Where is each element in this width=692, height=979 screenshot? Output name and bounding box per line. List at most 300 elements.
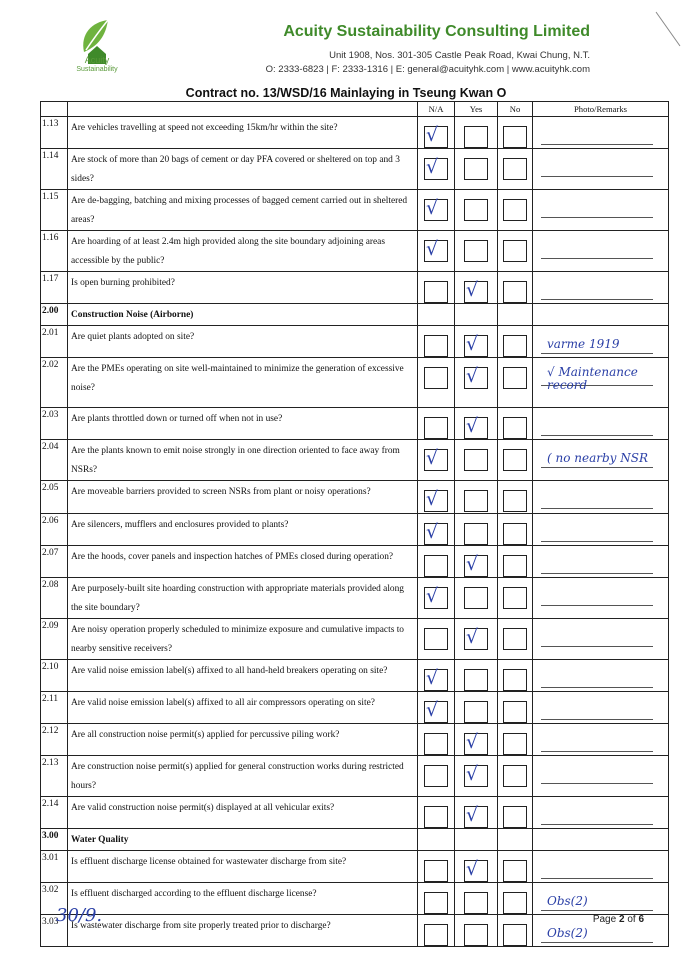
cell-na <box>418 915 455 947</box>
remarks-line <box>541 353 653 354</box>
cell-na <box>418 326 455 358</box>
checkbox-no[interactable] <box>503 733 527 755</box>
cell-na <box>418 304 455 326</box>
checkbox-na[interactable] <box>424 449 448 471</box>
checkbox-yes[interactable] <box>464 417 488 439</box>
remarks-cell <box>533 358 669 408</box>
cell-na <box>418 190 455 231</box>
company-name: Acuity Sustainability Consulting Limited <box>283 23 590 40</box>
cell-no <box>498 915 533 947</box>
checkbox-no[interactable] <box>503 701 527 723</box>
cell-yes <box>455 117 498 149</box>
check-mark-icon: √ <box>466 415 479 437</box>
table-row <box>41 514 669 546</box>
remarks-cell <box>533 231 669 272</box>
remarks-line <box>541 217 653 218</box>
question-text: Is effluent discharge license obtained for wastewater discharge from site? <box>68 851 418 883</box>
remarks-cell <box>533 408 669 440</box>
checkbox-yes[interactable] <box>464 733 488 755</box>
cell-yes <box>455 756 498 797</box>
remarks-cell <box>533 829 669 851</box>
table-row <box>41 756 669 797</box>
question-text: Are stock of more than 20 bags of cement or day PFA covered or sheltered on top and 3 sides? <box>68 149 418 190</box>
cell-na <box>418 117 455 149</box>
checkbox-yes[interactable] <box>464 892 488 914</box>
checkbox-yes[interactable] <box>464 765 488 787</box>
checkbox-no[interactable] <box>503 240 527 262</box>
table-row <box>41 692 669 724</box>
remarks-line <box>541 824 653 825</box>
cell-yes <box>455 408 498 440</box>
remarks-cell <box>533 578 669 619</box>
checkbox-na[interactable] <box>424 240 448 262</box>
checkbox-yes[interactable] <box>464 126 488 148</box>
question-text: Are all construction noise permit(s) applied for percussive piling work? <box>68 724 418 756</box>
checkbox-no[interactable] <box>503 806 527 828</box>
cell-no <box>498 117 533 149</box>
cell-yes <box>455 149 498 190</box>
remarks-line <box>541 435 653 436</box>
question-text: Are construction noise permit(s) applied for general construction works during restricted hours? <box>68 756 418 797</box>
table-row <box>41 190 669 231</box>
cell-na <box>418 797 455 829</box>
checkbox-na[interactable] <box>424 335 448 357</box>
item-number: 3.00 <box>41 829 68 851</box>
item-number: 3.03 <box>41 915 68 947</box>
header-remarks: Photo/Remarks <box>533 102 669 117</box>
item-number: 3.01 <box>41 851 68 883</box>
cell-no <box>498 660 533 692</box>
checkbox-yes[interactable] <box>464 240 488 262</box>
cell-no <box>498 408 533 440</box>
cell-no <box>498 190 533 231</box>
question-text: Are hoarding of at least 2.4m high provided along the site boundary adjoining areas accessible by the public? <box>68 231 418 272</box>
section-title: Water Quality <box>68 829 418 851</box>
cell-no <box>498 797 533 829</box>
check-mark-icon: √ <box>466 553 479 575</box>
check-mark-icon: √ <box>426 238 439 260</box>
table-row <box>41 440 669 481</box>
question-text: Are quiet plants adopted on site? <box>68 326 418 358</box>
checkbox-no[interactable] <box>503 367 527 389</box>
cell-na <box>418 692 455 724</box>
cell-yes <box>455 440 498 481</box>
checkbox-yes[interactable] <box>464 490 488 512</box>
item-number: 2.13 <box>41 756 68 797</box>
question-text: Are noisy operation properly scheduled to minimize exposure and cumulative impacts to nearby sensitive receivers? <box>68 619 418 660</box>
checkbox-no[interactable] <box>503 860 527 882</box>
question-text: Are the PMEs operating on site well-maintained to minimize the generation of excessive noise? <box>68 358 418 408</box>
checkbox-yes[interactable] <box>464 924 488 946</box>
handwritten-remark: Obs(2) <box>547 926 588 940</box>
check-mark-icon: √ <box>426 521 439 543</box>
checkbox-na[interactable] <box>424 587 448 609</box>
remarks-cell <box>533 514 669 546</box>
section-row <box>41 829 669 851</box>
remarks-line <box>541 910 653 911</box>
item-number: 2.02 <box>41 358 68 408</box>
check-mark-icon: √ <box>426 667 439 689</box>
table-row <box>41 883 669 915</box>
table-row <box>41 578 669 619</box>
table-row <box>41 272 669 304</box>
checkbox-yes[interactable] <box>464 367 488 389</box>
remarks-line <box>541 783 653 784</box>
table-row <box>41 660 669 692</box>
check-mark-icon: √ <box>426 156 439 178</box>
checkbox-yes[interactable] <box>464 555 488 577</box>
company-contact: O: 2333-6823 | F: 2333-1316 | E: general@acuityhk.com | www.acuityhk.com <box>265 64 590 75</box>
company-address: Unit 1908, Nos. 301-305 Castle Peak Road, Kwai Chung, N.T. <box>329 50 590 61</box>
cell-na <box>418 149 455 190</box>
remarks-line <box>541 541 653 542</box>
cell-yes <box>455 660 498 692</box>
cell-yes <box>455 514 498 546</box>
item-number: 2.12 <box>41 724 68 756</box>
cell-na <box>418 546 455 578</box>
checkbox-na[interactable] <box>424 806 448 828</box>
remarks-line <box>541 646 653 647</box>
cell-no <box>498 304 533 326</box>
item-number: 1.16 <box>41 231 68 272</box>
question-text: Is open burning prohibited? <box>68 272 418 304</box>
header-no: No <box>498 102 533 117</box>
item-number: 2.14 <box>41 797 68 829</box>
cell-no <box>498 578 533 619</box>
check-mark-icon: √ <box>466 731 479 753</box>
page-total: 6 <box>638 914 644 925</box>
checkbox-yes[interactable] <box>464 449 488 471</box>
cell-no <box>498 440 533 481</box>
table-header-row <box>41 102 669 117</box>
cell-no <box>498 272 533 304</box>
question-text: Are vehicles travelling at speed not exceeding 15km/hr within the site? <box>68 117 418 149</box>
table-row <box>41 619 669 660</box>
handwritten-remark: ( no nearby NSR <box>547 451 649 465</box>
checkbox-na[interactable] <box>424 490 448 512</box>
section-title: Construction Noise (Airborne) <box>68 304 418 326</box>
cell-no <box>498 692 533 724</box>
table-row <box>41 481 669 514</box>
checkbox-na[interactable] <box>424 765 448 787</box>
check-mark-icon: √ <box>426 699 439 721</box>
item-number: 2.01 <box>41 326 68 358</box>
remarks-line <box>541 573 653 574</box>
remarks-line <box>541 605 653 606</box>
cell-yes <box>455 546 498 578</box>
remarks-line <box>541 878 653 879</box>
checkbox-no[interactable] <box>503 765 527 787</box>
table-row <box>41 326 669 358</box>
handwritten-remark: varme 1919 <box>547 337 620 351</box>
check-mark-icon: √ <box>466 858 479 880</box>
cell-yes <box>455 915 498 947</box>
checkbox-na[interactable] <box>424 281 448 303</box>
question-text: Are valid noise emission label(s) affixed to all air compressors operating on site? <box>68 692 418 724</box>
header-na: N/A <box>418 102 455 117</box>
cell-yes <box>455 481 498 514</box>
checkbox-na[interactable] <box>424 669 448 691</box>
question-text: Are moveable barriers provided to screen NSRs from plant or noisy operations? <box>68 481 418 514</box>
cell-no <box>498 514 533 546</box>
checkbox-na[interactable] <box>424 628 448 650</box>
checkbox-no[interactable] <box>503 523 527 545</box>
remarks-cell <box>533 692 669 724</box>
checkbox-no[interactable] <box>503 587 527 609</box>
table-row <box>41 546 669 578</box>
checkbox-na[interactable] <box>424 733 448 755</box>
table-row <box>41 149 669 190</box>
logo-text <box>62 55 132 75</box>
checkbox-na[interactable] <box>424 892 448 914</box>
remarks-line <box>541 144 653 145</box>
checkbox-no[interactable] <box>503 628 527 650</box>
checkbox-no[interactable] <box>503 417 527 439</box>
item-number: 2.07 <box>41 546 68 578</box>
item-number: 2.09 <box>41 619 68 660</box>
checkbox-no[interactable] <box>503 669 527 691</box>
cell-na <box>418 231 455 272</box>
cell-na <box>418 660 455 692</box>
item-number: 2.08 <box>41 578 68 619</box>
cell-no <box>498 619 533 660</box>
checkbox-yes[interactable] <box>464 628 488 650</box>
cell-no <box>498 851 533 883</box>
table-row <box>41 117 669 149</box>
check-mark-icon: √ <box>426 447 439 469</box>
remarks-cell <box>533 272 669 304</box>
remarks-line <box>541 467 653 468</box>
check-mark-icon: √ <box>466 626 479 648</box>
header-question <box>68 102 418 117</box>
remarks-line <box>541 299 653 300</box>
cell-yes <box>455 619 498 660</box>
cell-yes <box>455 797 498 829</box>
checkbox-na[interactable] <box>424 158 448 180</box>
checkbox-yes[interactable] <box>464 199 488 221</box>
check-mark-icon: √ <box>466 279 479 301</box>
checkbox-no[interactable] <box>503 555 527 577</box>
checkbox-yes[interactable] <box>464 523 488 545</box>
remarks-cell <box>533 883 669 915</box>
cell-yes <box>455 231 498 272</box>
remarks-cell <box>533 440 669 481</box>
cell-na <box>418 851 455 883</box>
cell-no <box>498 546 533 578</box>
item-number: 2.00 <box>41 304 68 326</box>
checkbox-yes[interactable] <box>464 281 488 303</box>
question-text: Are plants throttled down or turned off when not in use? <box>68 408 418 440</box>
checkbox-na[interactable] <box>424 860 448 882</box>
table-row <box>41 797 669 829</box>
item-number: 2.10 <box>41 660 68 692</box>
check-mark-icon: √ <box>466 763 479 785</box>
checkbox-yes[interactable] <box>464 158 488 180</box>
question-text: Are purposely-built site hoarding construction with appropriate materials provided along the site boundary? <box>68 578 418 619</box>
header-number <box>41 102 68 117</box>
cell-na <box>418 756 455 797</box>
remarks-cell <box>533 326 669 358</box>
remarks-cell <box>533 304 669 326</box>
page-number <box>593 914 644 925</box>
remarks-line <box>541 719 653 720</box>
cell-yes <box>455 358 498 408</box>
cell-yes <box>455 724 498 756</box>
cell-na <box>418 619 455 660</box>
logo-sub: Sustainability <box>76 66 118 73</box>
page-label: Page <box>592 914 617 925</box>
question-text: Is effluent discharged according to the effluent discharge license? <box>68 883 418 915</box>
checkbox-no[interactable] <box>503 199 527 221</box>
item-number: 2.05 <box>41 481 68 514</box>
checkbox-na[interactable] <box>424 523 448 545</box>
checkbox-no[interactable] <box>503 924 527 946</box>
checkbox-yes[interactable] <box>464 587 488 609</box>
checkbox-no[interactable] <box>503 126 527 148</box>
check-mark-icon: √ <box>426 488 439 510</box>
item-number: 1.13 <box>41 117 68 149</box>
cell-na <box>418 883 455 915</box>
checkbox-yes[interactable] <box>464 860 488 882</box>
remarks-cell <box>533 756 669 797</box>
item-number: 2.06 <box>41 514 68 546</box>
cell-yes <box>455 272 498 304</box>
checkbox-yes[interactable] <box>464 701 488 723</box>
item-number: 2.04 <box>41 440 68 481</box>
page-num: 2 <box>618 914 625 925</box>
checkbox-na[interactable] <box>424 199 448 221</box>
cell-no <box>498 231 533 272</box>
cell-yes <box>455 883 498 915</box>
remarks-line <box>541 942 653 943</box>
item-number: 1.17 <box>41 272 68 304</box>
remarks-cell <box>533 797 669 829</box>
cell-yes <box>455 578 498 619</box>
cell-no <box>498 481 533 514</box>
checkbox-na[interactable] <box>424 367 448 389</box>
cell-yes <box>455 851 498 883</box>
remarks-line <box>541 258 653 259</box>
remarks-line <box>541 176 653 177</box>
handwritten-remark: √ Maintenance record <box>547 365 638 392</box>
handwritten-date: 30/9. <box>56 905 103 926</box>
checkbox-no[interactable] <box>503 281 527 303</box>
cell-no <box>498 358 533 408</box>
remarks-cell <box>533 851 669 883</box>
checkbox-na[interactable] <box>424 126 448 148</box>
remarks-cell <box>533 660 669 692</box>
table-row <box>41 724 669 756</box>
cell-no <box>498 756 533 797</box>
checkbox-na[interactable] <box>424 417 448 439</box>
remarks-line <box>541 751 653 752</box>
cell-na <box>418 481 455 514</box>
checkbox-na[interactable] <box>424 701 448 723</box>
check-mark-icon: √ <box>466 804 479 826</box>
page-of: of <box>627 914 636 925</box>
remarks-cell <box>533 546 669 578</box>
checkbox-na[interactable] <box>424 555 448 577</box>
table-row <box>41 231 669 272</box>
item-number: 2.03 <box>41 408 68 440</box>
checkbox-no[interactable] <box>503 490 527 512</box>
cell-yes <box>455 190 498 231</box>
item-number: 2.11 <box>41 692 68 724</box>
table-row <box>41 358 669 408</box>
cell-yes <box>455 326 498 358</box>
question-text: Are de-bagging, batching and mixing processes of bagged cement carried out in sheltered areas? <box>68 190 418 231</box>
section-row <box>41 304 669 326</box>
remarks-cell <box>533 724 669 756</box>
cell-yes <box>455 692 498 724</box>
remarks-cell <box>533 190 669 231</box>
check-mark-icon: √ <box>426 124 439 146</box>
cell-na <box>418 358 455 408</box>
cell-na <box>418 829 455 851</box>
checkbox-no[interactable] <box>503 158 527 180</box>
handwritten-remark: Obs(2) <box>547 894 588 908</box>
remarks-line <box>541 687 653 688</box>
item-number: 1.14 <box>41 149 68 190</box>
remarks-line <box>541 508 653 509</box>
checkbox-na[interactable] <box>424 924 448 946</box>
item-number: 3.02 <box>41 883 68 915</box>
pen-stroke-icon <box>654 10 684 50</box>
cell-na <box>418 724 455 756</box>
check-mark-icon: √ <box>426 585 439 607</box>
question-text: Are valid noise emission label(s) affixed to all hand-held breakers operating on site? <box>68 660 418 692</box>
document-header <box>0 0 692 90</box>
cell-no <box>498 149 533 190</box>
cell-no <box>498 883 533 915</box>
checkbox-no[interactable] <box>503 892 527 914</box>
checkbox-yes[interactable] <box>464 335 488 357</box>
table-row <box>41 915 669 947</box>
cell-yes <box>455 829 498 851</box>
table-row <box>41 851 669 883</box>
cell-na <box>418 272 455 304</box>
table-row <box>41 408 669 440</box>
cell-no <box>498 829 533 851</box>
question-text: Are valid construction noise permit(s) displayed at all vehicular exits? <box>68 797 418 829</box>
remarks-cell <box>533 481 669 514</box>
cell-na <box>418 514 455 546</box>
cell-na <box>418 408 455 440</box>
check-mark-icon: √ <box>426 197 439 219</box>
question-text: Is wastewater discharge from site properly treated prior to discharge? <box>68 915 418 947</box>
cell-no <box>498 724 533 756</box>
cell-na <box>418 440 455 481</box>
cell-yes <box>455 304 498 326</box>
cell-na <box>418 578 455 619</box>
remarks-cell <box>533 149 669 190</box>
question-text: Are silencers, mufflers and enclosures provided to plants? <box>68 514 418 546</box>
question-text: Are the hoods, cover panels and inspection hatches of PMEs closed during operation? <box>68 546 418 578</box>
checkbox-yes[interactable] <box>464 806 488 828</box>
document-title: Contract no. 13/WSD/16 Mainlaying in Tseung Kwan O <box>185 86 507 100</box>
question-text: Are the plants known to emit noise strongly in one direction oriented to face away from NSRs? <box>68 440 418 481</box>
checkbox-yes[interactable] <box>464 669 488 691</box>
check-mark-icon: √ <box>466 333 479 355</box>
remarks-cell <box>533 619 669 660</box>
cell-no <box>498 326 533 358</box>
logo-word: Acuity <box>84 55 110 65</box>
remarks-cell <box>533 117 669 149</box>
checkbox-no[interactable] <box>503 449 527 471</box>
header-yes: Yes <box>455 102 498 117</box>
check-mark-icon: √ <box>466 365 479 387</box>
checkbox-no[interactable] <box>503 335 527 357</box>
